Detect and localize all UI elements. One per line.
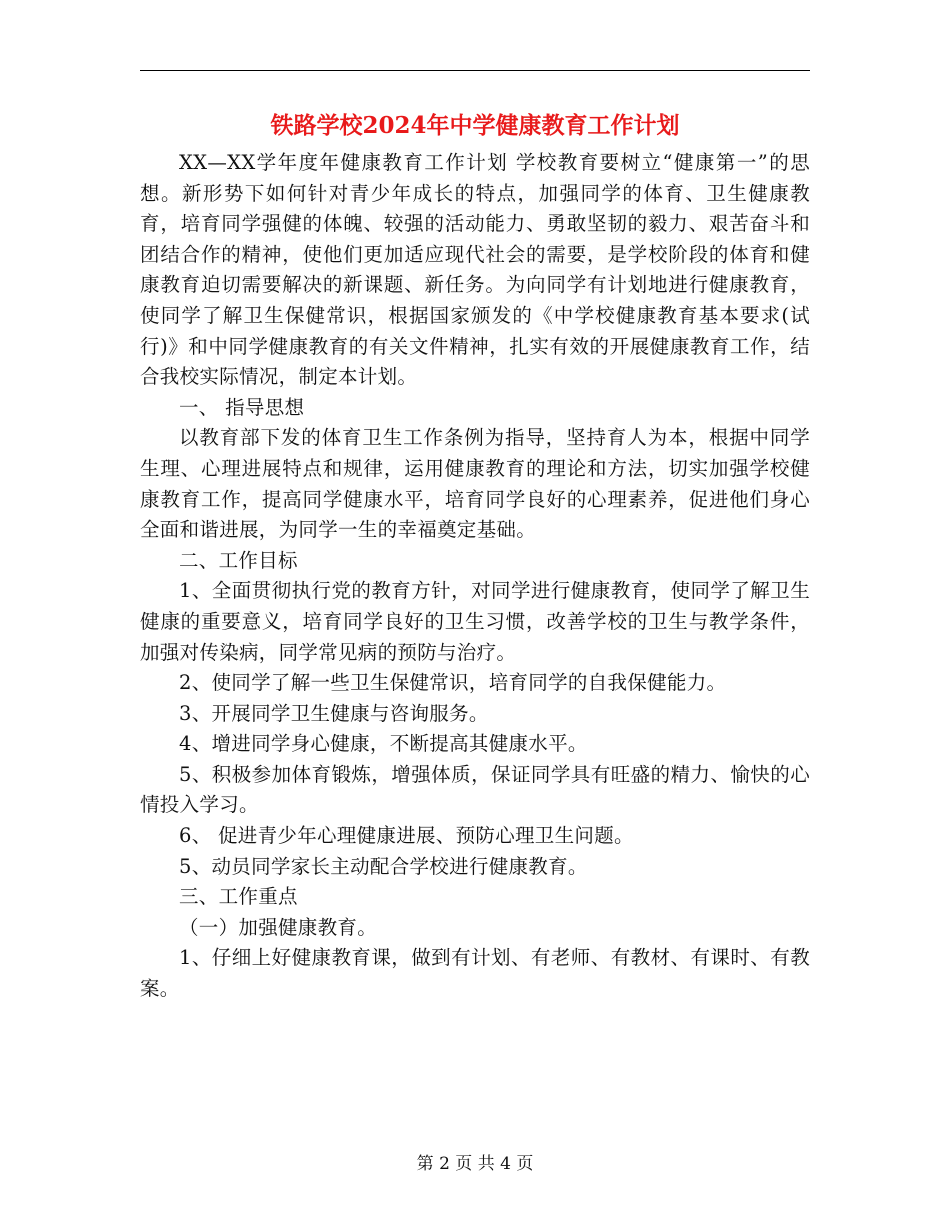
paragraph-intro: XX—XX学年度年健康教育工作计划 学校教育要树立“健康第一”的思想。新形势下如何针对青少年成长的特点，加强同学的体育、卫生健康教育，培育同学强健的体魄、较强的活动能力、勇敢坚韧的毅力、艰苦奋斗和团结合作的精神，使他们更加适应现代社会的需要，是学校阶段的体育和健康教育迫切需要解决的新课题、新任务。为向同学有计划地进行健康教育，使同学了解卫生保健常识，根据国家颁发的《中学校健康教育基本要求(试行)》和中同学健康教育的有关文件精神，扎实有效的开展健康教育工作，结合我校实际情况，制定本计划。 (140, 151, 810, 389)
goal-item-4: 4、增进同学身心健康，不断提高其健康水平。 (179, 732, 588, 756)
goal-item-1: 1、全面贯彻执行党的教育方针，对同学进行健康教育，使同学了解卫生健康的重要意义，培育同学良好的卫生习惯，改善学校的卫生与教学条件，加强对传染病，同学常见病的预防与治疗。 (140, 579, 810, 664)
goal-item-3: 3、开展同学卫生健康与咨询服务。 (179, 701, 489, 725)
subheading-health-education: （一）加强健康教育。 (179, 915, 378, 939)
page-number: 第 2 页 共 4 页 (416, 1154, 534, 1174)
focus-item-1: 1、仔细上好健康教育课，做到有计划、有老师、有教材、有课时、有教案。 (140, 946, 810, 1001)
document-body (140, 148, 810, 1005)
goal-item-2: 2、使同学了解一些卫生保健常识，培育同学的自我保健能力。 (179, 671, 727, 695)
document-title: 铁路学校2024年中学健康教育工作计划 (270, 112, 680, 139)
header-rule (140, 70, 810, 71)
goal-item-5: 5、积极参加体育锻炼，增强体质，保证同学具有旺盛的精力、愉快的心情投入学习。 (140, 762, 810, 817)
goal-item-6: 6、 促进青少年心理健康进展、预防心理卫生问题。 (179, 824, 634, 848)
paragraph-guiding-ideology: 以教育部下发的体育卫生工作条例为指导，坚持育人为本，根据中同学生理、心理进展特点和规律，运用健康教育的理论和方法，切实加强学校健康教育工作，提高同学健康水平，培育同学良好的心理素养，促进他们身心全面和谐进展，为同学一生的幸福奠定基础。 (140, 426, 810, 542)
heading-guiding-ideology: 一、 指导思想 (179, 395, 305, 419)
heading-work-goals: 二、工作目标 (179, 548, 298, 572)
heading-work-focus: 三、工作重点 (179, 885, 298, 909)
goal-item-7: 5、动员同学家长主动配合学校进行健康教育。 (179, 854, 588, 878)
